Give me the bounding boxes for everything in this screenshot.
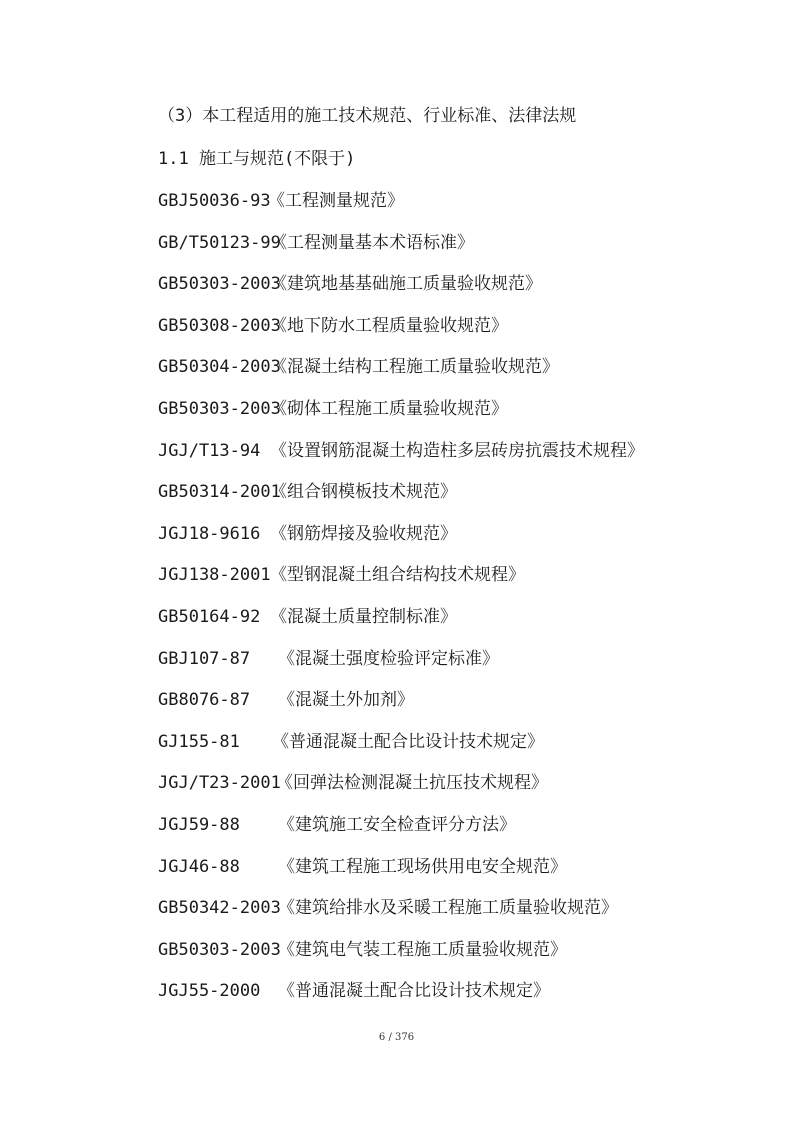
standard-title: 《工程测量基本术语标准》 [270,232,474,253]
standard-code: JGJ55-2000 [158,981,261,1002]
standard-code: GB50164-92 [158,606,261,627]
standard-title: 《回弹法检测混凝土抗压技术规程》 [276,773,548,794]
standard-code: JGJ59-88 [158,814,240,835]
standard-code: JGJ138-2001 [158,565,271,586]
standard-code: GJ155-81 [158,731,240,752]
standard-title: 《混凝土结构工程施工质量验收规范》 [270,357,559,378]
standard-code: GB/T50123-99 [158,232,281,253]
standard-title: 《地下防水工程质量验收规范》 [270,315,508,336]
standard-title: 《砌体工程施工质量验收规范》 [270,398,508,419]
standard-title: 《混凝土质量控制标准》 [270,606,457,627]
standard-title: 《普通混凝土配合比设计技术规定》 [278,981,550,1002]
standard-title: 《普通混凝土配合比设计技术规定》 [272,731,544,752]
standard-code: GB50342-2003 [158,898,281,919]
subsection-title: 1.1 施工与规范(不限于) [158,149,356,169]
standard-title: 《建筑工程施工现场供用电安全规范》 [278,856,567,877]
standard-code: GB50314-2001 [158,482,281,503]
standard-title: 《建筑电气装工程施工质量验收规范》 [278,939,567,960]
standard-title: 《工程测量规范》 [268,191,404,211]
standard-title: 《混凝土强度检验评定标准》 [278,648,499,669]
standard-title: 《混凝土外加剂》 [278,690,414,711]
standard-title: 《建筑给排水及采暖工程施工质量验收规范》 [278,898,618,919]
standard-code: GB50303-2003 [158,274,281,295]
standard-title: 《组合钢模板技术规范》 [270,482,457,503]
standard-title: 《建筑施工安全检查评分方法》 [278,814,516,835]
standard-title: 《型钢混凝土组合结构技术规程》 [270,565,525,586]
standard-code: GB50303-2003 [158,939,281,960]
standard-code: GB50308-2003 [158,315,281,336]
standard-title: 《设置钢筋混凝土构造柱多层砖房抗震技术规程》 [270,440,644,461]
section-heading: （3）本工程适用的施工技术规范、行业标准、法律法规 [158,106,577,126]
page-number: 6 / 376 [378,1032,415,1043]
standard-code: JGJ/T13-94 [158,440,261,461]
standard-code: GBJ107-87 [158,648,251,669]
standard-code: JGJ46-88 [158,856,240,877]
standard-title: 《建筑地基基础施工质量验收规范》 [270,274,542,295]
standard-code: GBJ50036-93 [158,191,271,211]
standard-code: GB50304-2003 [158,357,281,378]
standard-code: JGJ/T23-2001 [158,773,281,794]
standard-code: JGJ18-9616 [158,523,261,544]
standard-title: 《钢筋焊接及验收规范》 [270,523,457,544]
standard-code: GB8076-87 [158,690,251,711]
standard-code: GB50303-2003 [158,398,281,419]
